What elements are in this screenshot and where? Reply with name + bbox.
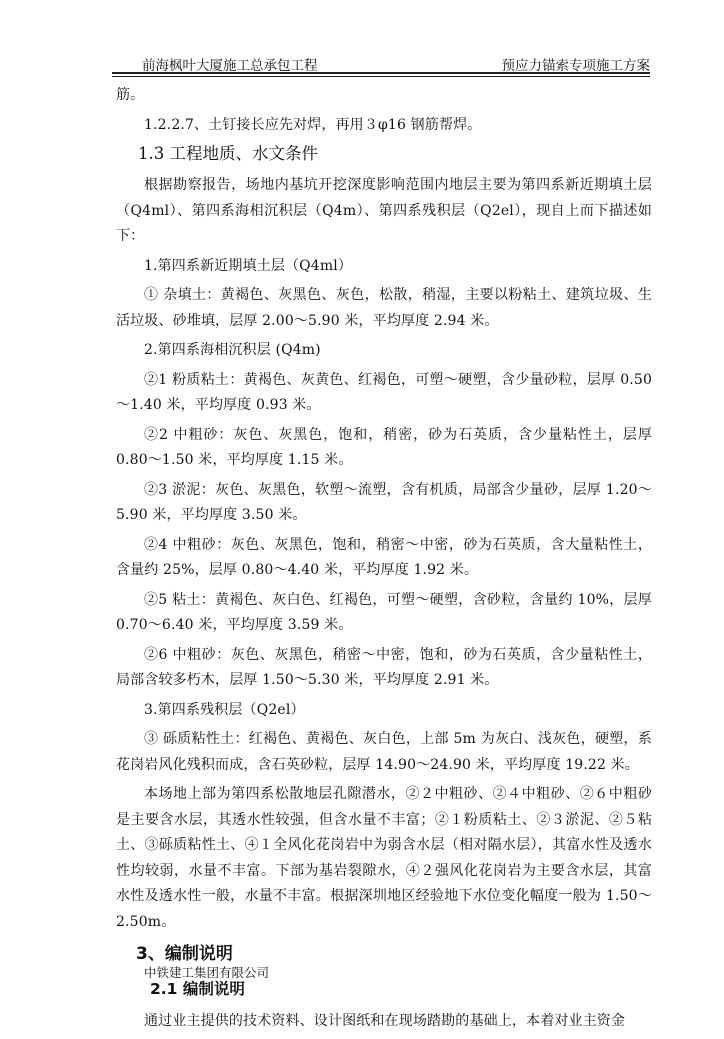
- document-body: [116, 83, 652, 1039]
- paragraph-silty-clay: ②1 粉质粘土：黄褐色、灰黄色、红褐色，可塑～硬塑，含少量砂粒，层厚 0.50～1.40 米，平均厚度 0.93 米。: [116, 371, 652, 413]
- subheading-fill-layer: 1.第四系新近期填土层（Q4ml）: [144, 257, 353, 274]
- paragraph-compilation: 通过业主提供的技术资料、设计图纸和在现场踏勘的基础上，本着对业主资金: [144, 1013, 626, 1029]
- paragraph-coarse-sand-2: ②4 中粗砂：灰色、灰黑色，饱和，稍密～中密，砂为石英质，含大量粘性土，含量约 25%，层厚 0.80～4.40 米，平均厚度 1.92 米。: [116, 536, 652, 578]
- paragraph-coarse-sand-1: ②2 中粗砂：灰色、灰黑色，饱和，稍密，砂为石英质，含少量粘性土，层厚 0.80～1.50 米，平均厚度 1.15 米。: [116, 426, 652, 468]
- page-footer: 中铁建工集团有限公司: [144, 965, 270, 980]
- heading-geology: 1.3 工程地质、水文条件: [138, 144, 318, 163]
- paragraph-gravelly-clay: ③ 砾质粘性土：红褐色、黄褐色、灰白色，上部 5m 为灰白、浅灰色，硬塑，系花岗岩风化残积而成，含石英砂粒，层厚 14.90～24.90 米，平均厚度 19.22 米。: [116, 731, 652, 773]
- paragraph-survey: 根据勘察报告，场地内基坑开挖深度影响范围内地层主要为第四系新近期填土层（Q4ml）、第四系海相沉积层（Q4m）、第四系残积层（Q2el），现自上而下描述如下：: [116, 177, 652, 244]
- heading-section-2-1: 2.1 编制说明: [150, 980, 245, 998]
- subheading-residual-layer: 3.第四系残积层（Q2el）: [144, 701, 305, 718]
- project-title: 前海枫叶大厦施工总承包工程: [142, 58, 318, 74]
- paragraph-groundwater: 本场地上部为第四系松散地层孔隙潜水，②２中粗砂、②４中粗砂、②６中粗砂是主要含水层，其透水性较强，但含水量不丰富；②１粉质粘土、②３淤泥、②５粘土、③砾质粘性土、④１全风化花岗岩中为弱含水层（相对隔水层），其富水性及透水性均较弱，水量不丰富。下部为基岩裂隙水，④２强风化花岗岩为主要含水层，其富水性及透水性一般，水量不丰富。根据深圳地区经验地下水位变化幅度一般为 1.50～2.50m。: [116, 786, 652, 930]
- page-header: [112, 52, 650, 74]
- paragraph-silt: ②3 淤泥：灰色、灰黑色，软塑～流塑，含有机质，局部含少量砂，层厚 1.20～5.90 米，平均厚度 3.50 米。: [116, 481, 652, 523]
- paragraph-coarse-sand-3: ②6 中粗砂：灰色、灰黑色，稍密～中密，饱和，砂为石英质，含少量粘性土，局部含较多朽木，层厚 1.50～5.30 米，平均厚度 2.91 米。: [116, 646, 652, 688]
- document-title: 预应力锚索专项施工方案: [501, 58, 650, 74]
- paragraph-soil-nail: 1.2.2.7、土钉接长应先对焊，再用３φ16 钢筋帮焊。: [144, 116, 482, 133]
- paragraph-miscellaneous-fill: ① 杂填土：黄褐色、灰黑色、灰色，松散，稍湿，主要以粉粘土、建筑垃圾、生活垃圾、砂堆填，层厚 2.00～5.90 米，平均厚度 2.94 米。: [116, 287, 652, 329]
- heading-section-3: 3、编制说明: [136, 944, 233, 964]
- paragraph-clay: ②5 粘土：黄褐色、灰白色、红褐色，可塑～硬塑，含砂粒，含量约 10%，层厚 0.70～6.40 米，平均厚度 3.59 米。: [116, 591, 652, 633]
- subheading-marine-layer: 2.第四系海相沉积层 (Q4m): [144, 342, 321, 358]
- paragraph-continuation: 筋。: [116, 87, 145, 103]
